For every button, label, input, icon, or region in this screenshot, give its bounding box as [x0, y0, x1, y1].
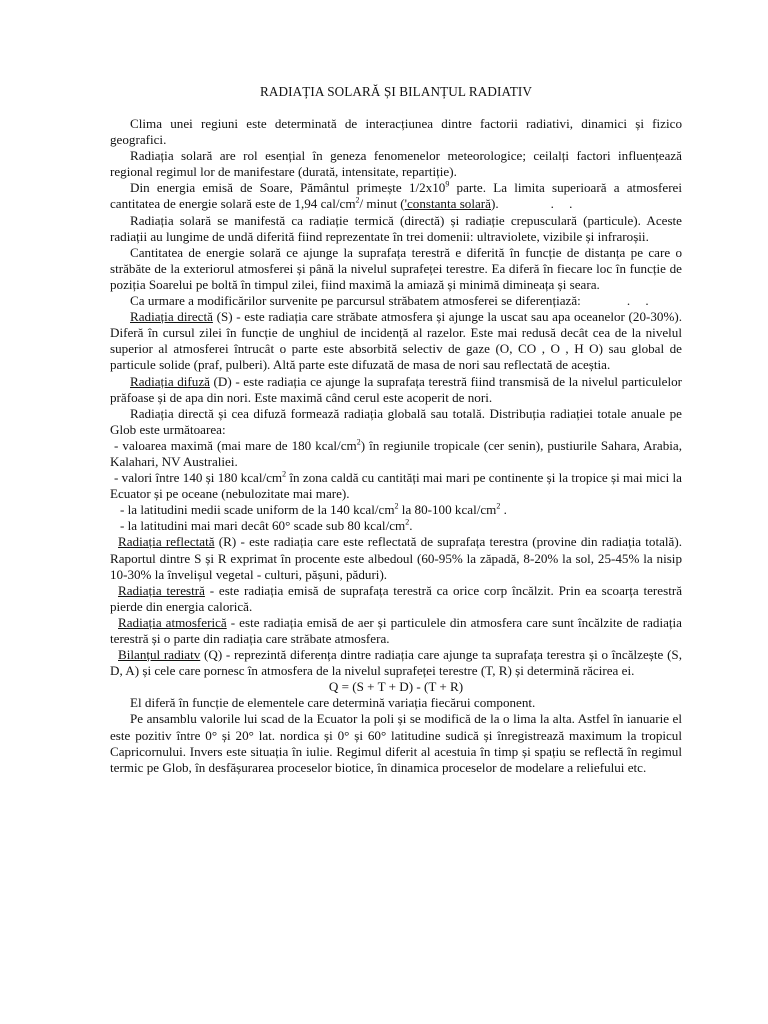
list-item: - la latitudini mai mari decât 60° scade sub 80 kcal/$cm^2$. [120, 517, 413, 534]
list-item: - valoarea maximă (mai mare de 180 kcal/$cm^2$) în regiunile tropicale (cer senin), pustiurile Sahara, Arabia, Kalahari, NV Australiei. [110, 437, 682, 469]
direct-radiation-term: Radiația directă [130, 309, 213, 325]
paragraph-diffuse-radiation: Radiația difuză (D) - este radiația ce ajunge la suprafața terestră fiind transmisă de la nivelul particulelor prăfoase și de apa din nori. Este maximă când cerul este acoperit de nori. [110, 373, 682, 405]
page-title: RADIAȚIA SOLARĂ ȘI BILANȚUL RADIATIV [260, 84, 532, 99]
paragraph-reflected-radiation: Radiația reflectată (R) - este radiația care este reflectată de suprafața terestra (provine din radiația totală). Raportul dintre S și R exprimat în procente este albedoul (60-95% la zăpadă, 8-20% la sol, 25-45% la nisip 10-30% la învelișul vegetal - culturi, pășuni, păduri). [110, 534, 682, 582]
diffuse-radiation-term: Radiația difuză [130, 373, 210, 389]
solar-constant-term: 'constanta solară [404, 196, 491, 212]
paragraph-direct-radiation: Radiația directă (S) - este radiația care străbate atmosfera și ajunge la uscat sau apa oceanelor (20-30%). Diferă în cursul zilei în funcție de unghiul de incidență al razelor. Este mai redusă decât cea de la nivelul superior al atmosferei întrucât o parte este absorbită selectiv de gaze (O, CO , O , H O) sau global de particule solide (praf, pulberi). Altă parte este difuzată de masa de nori sau reflectată de aceștia. [110, 309, 682, 373]
paragraph-radiation-types: Radiația solară se manifestă ca radiație termică (directă) și radiație crepusculară (particule). Aceste radiații au lungime de undă diferită fiind reprezentate în trei domenii: ultraviolete, vizibile și infraroșii. [110, 212, 682, 244]
reflected-radiation-term: Radiația reflectată [118, 534, 215, 550]
paragraph-energy-amount: Cantitatea de energie solară ce ajunge la suprafața terestră e diferită în funcție de distanța pe care o străbăte de la exteriorul atmosferei și până la nivelul suprafeței terestre. Ea diferă în fiecare loc în funcție de poziția Soarelui pe boltă în timpul zilei, fiind maximă la amiază și minimă dimineața și seara. [110, 244, 682, 292]
list-item: - la latitudini medii scade uniform de la 140 kcal/$cm^2$ la 80-100 kcal/$cm^2$ . [120, 501, 507, 518]
paragraph-climate: Clima unei regiuni este determinată de interacțiunea dintre factorii radiativi, dinamici și fizico geografici. [110, 116, 682, 148]
list-item: - valori între 140 și 180 kcal/$cm^2$ în zona caldă cu cantități mai mari pe continente și la tropice și mai mici la Ecuator și pe oceane (nebulozitate mai mare). [110, 469, 682, 502]
atmospheric-radiation-term: Radiația atmosferică [118, 614, 227, 630]
paragraph-solar-constant: Din energia emisă de Soare, Pământul primește $1/2x10^9$ parte. La limita superioară a atmosferei cantitatea de energie solară este de 1,94 cal/$cm^2/$ minut ('constanta solară). . . [110, 180, 683, 212]
paragraph-differentiation: Ca urmare a modificărilor survenite pe parcursul străbatem atmosferei se diferențiază: . . [130, 293, 655, 309]
paragraph-variation: El diferă în funcție de elementele care determină variația fiecărui component. [130, 695, 536, 711]
paragraph-atmospheric-radiation: Radiația atmosferică - este radiația emisă de aer și particulele din atmosfera care sunt încălzite de radiația terestră și o parte din radiația care străbate atmosfera. [110, 614, 682, 646]
paragraph-solar-role: Radiația solară are rol esențial în geneza fenomenelor meteorologice; ceilalți factori influențează regional regimul lor de manifestare (durată, intensitate, repartiție). [110, 148, 682, 180]
paragraph-terrestrial-radiation: Radiația terestră - este radiația emisă de suprafața terestră ca orice corp încălzit. Prin ea scoarța terestră pierde din energia calorică. [110, 582, 683, 614]
radiation-balance-term: Bilanțul radiatv [118, 647, 201, 663]
paragraph-radiation-balance: Bilanțul radiatv (Q) - reprezintă diferența dintre radiația care ajunge ta suprafața terestra și o încălzește (S, D, A) și cele care pornesc în atmosfera de la nivelul suprafeței terestre (T, R) și determină răcirea ei. [110, 647, 682, 679]
paragraph-distribution: Pe ansamblu valorile lui scad de la Ecuator la poli și se modifică de la o lima la alta. Astfel în ianuarie el este pozitiv între 0° și 20° lat. nordica și 0° și 60° latitudine sudică și înregistrează maximum la tropicul Capricornului. Invers este situația în iulie. Regimul diferit al acestuia în timp și spațiu se reflectă în regimul termic pe Glob, în desfășurarea proceselor biotice, în dinamica proceselor de modelare a reliefului etc. [110, 711, 682, 775]
balance-formula: Q = (S + T + D) - (T + R) [328, 679, 464, 695]
terrestrial-radiation-term: Radiația terestră [118, 582, 205, 598]
paragraph-global-radiation: Radiația directă și cea difuză formează radiația globală sau totală. Distribuția radiației totale anuale pe Glob este următoarea: [110, 405, 682, 437]
